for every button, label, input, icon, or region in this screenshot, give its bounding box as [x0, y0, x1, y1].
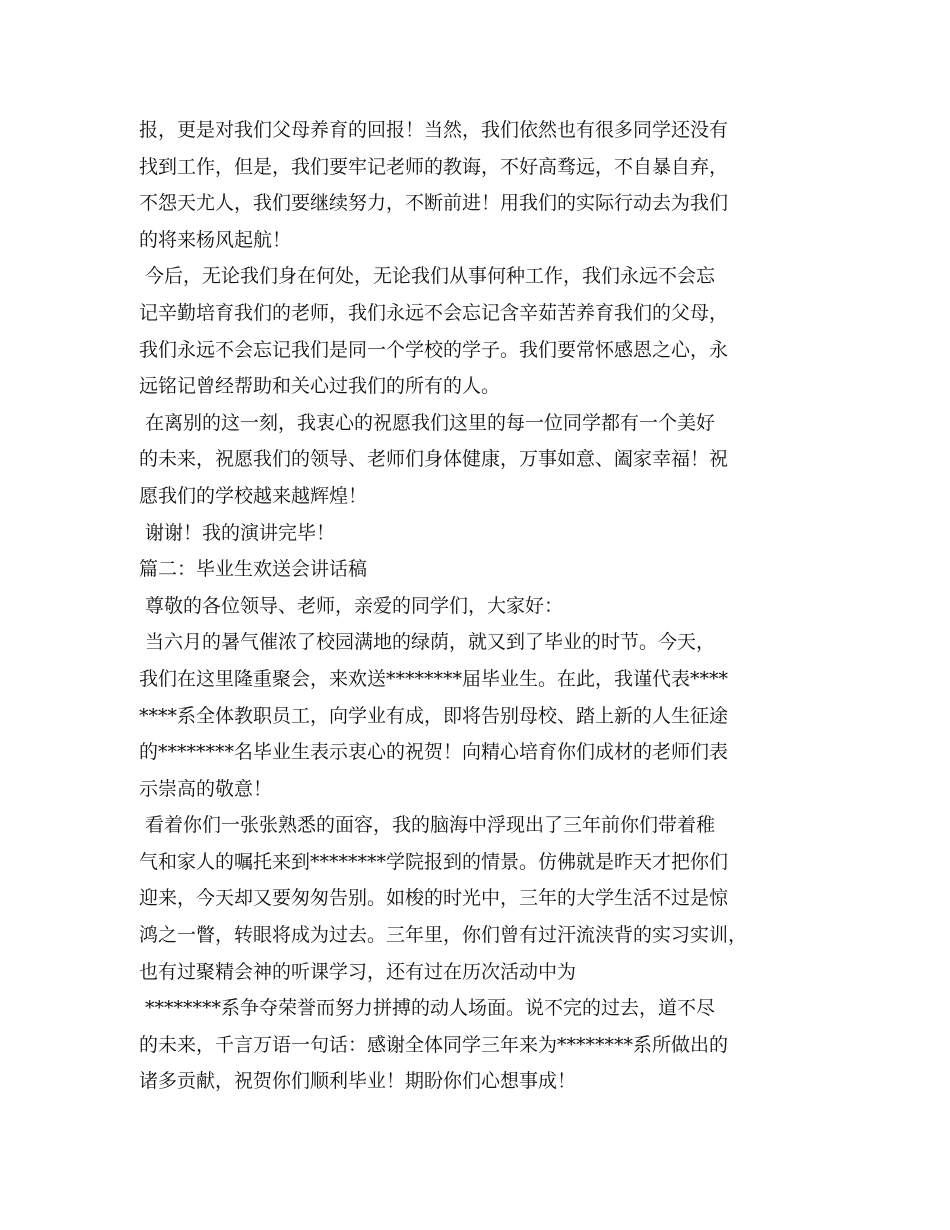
text-line: 鸿之一瞥，转眼将成为过去。三年里，你们曾有过汗流浃背的实习实训， [139, 924, 748, 947]
text-line: 我们在这里隆重聚会，来欢送********届毕业生。在此，我谨代表**** [139, 667, 729, 690]
text-line: 的未来，千言万语一句话：感谢全体同学三年来为********系所做出的 [139, 1033, 729, 1056]
text-line: 记辛勤培育我们的老师，我们永远不会忘记含辛茹苦养育我们的父母， [139, 301, 729, 324]
text-line: 不怨天尤人，我们要继续努力，不断前进！用我们的实际行动去为我们 [139, 192, 729, 215]
text-line: 报，更是对我们父母养育的回报！当然，我们依然也有很多同学还没有 [139, 119, 729, 141]
text-line: 我们永远不会忘记我们是同一个学校的学子。我们要常怀感恩之心，永 [139, 338, 729, 361]
text-line: 远铭记曾经帮助和关心过我们的所有的人。 [139, 375, 501, 398]
document-body [139, 112, 829, 1100]
text-line: 篇二：毕业生欢送会讲话稿 [139, 558, 368, 581]
text-line: 尊敬的各位领导、老师，亲爱的同学们，大家好： [139, 594, 564, 617]
text-line: 当六月的暑气催浓了校园满地的绿荫，就又到了毕业的时节。今天， [139, 631, 716, 654]
text-line: 谢谢！我的演讲完毕！ [139, 521, 336, 544]
text-line: 找到工作，但是，我们要牢记老师的教诲，不好高骛远，不自暴自弃， [139, 155, 729, 178]
text-line: 诸多贡献，祝贺你们顺利毕业！期盼你们心想事成！ [139, 1070, 577, 1093]
text-line: ********系争夺荣誉而努力拼搏的动人场面。说不完的过去，道不尽 [139, 997, 716, 1020]
text-line: 愿我们的学校越来越辉煌！ [139, 484, 368, 507]
text-line: 示崇高的敬意！ [139, 777, 273, 800]
text-line: 看着你们一张张熟悉的面容，我的脑海中浮现出了三年前你们带着稚 [139, 814, 716, 837]
text-line: 的将来杨风起航！ [139, 228, 292, 251]
text-line: 的********名毕业生表示衷心的祝贺！向精心培育你们成材的老师们表 [139, 741, 729, 764]
text-line: 的未来，祝愿我们的领导、老师们身体健康，万事如意、阖家幸福！祝 [139, 448, 729, 471]
text-line: ****系全体教职员工，向学业有成，即将告别母校、踏上新的人生征途 [139, 704, 729, 727]
text-line: 气和家人的嘱托来到********学院报到的情景。仿佛就是昨天才把你们 [139, 850, 729, 873]
text-line: 迎来，今天却又要匆匆告别。如梭的时光中，三年的大学生活不过是惊 [139, 887, 729, 910]
text-line: 今后，无论我们身在何处，无论我们从事何种工作，我们永远不会忘 [139, 265, 716, 288]
text-line: 也有过聚精会神的听课学习，还有过在历次活动中为 [139, 960, 577, 983]
text-line: 在离别的这一刻，我衷心的祝愿我们这里的每一位同学都有一个美好 [139, 411, 716, 434]
